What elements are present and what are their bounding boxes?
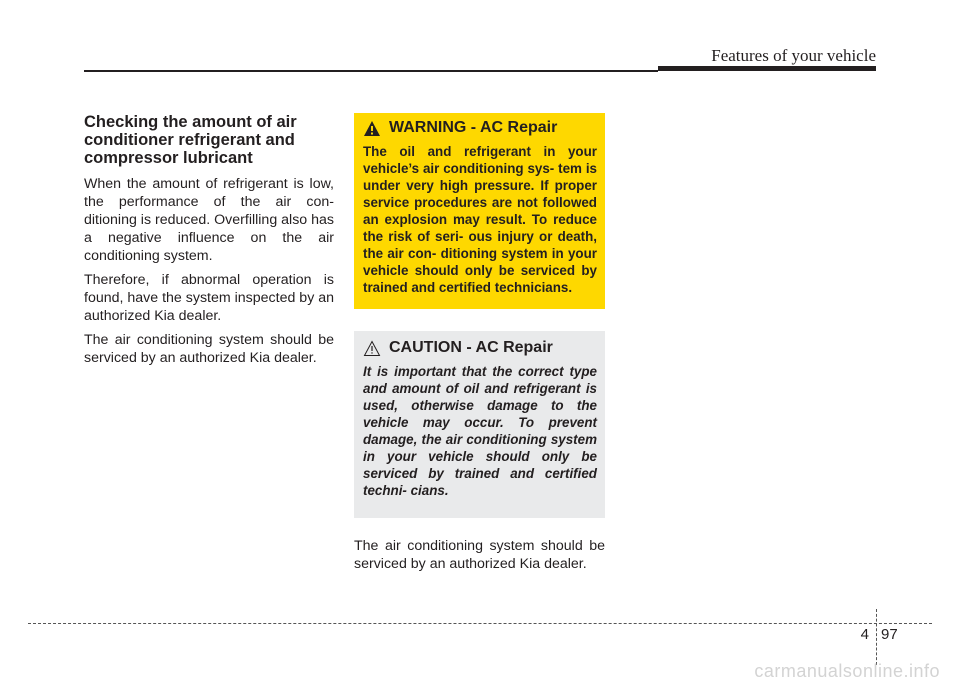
warning-title-row [363, 119, 597, 137]
header-rule-accent [658, 66, 876, 71]
warning-box [354, 113, 605, 309]
paragraph-abnormal-operation: Therefore, if abnormal operation is found, have the system inspected by an authorized Kia dealer. [84, 272, 335, 324]
watermark: carmanualsonline.info [754, 661, 940, 681]
caution-title: CAUTION - AC Repair [389, 339, 553, 356]
caution-triangle-icon [363, 340, 381, 357]
caution-text: It is important that the correct type and amount of oil and refrigerant is used, otherwise damage to the vehicle may occur. To prevent damage, the air conditioning system in your vehicle should only be serviced by trained and certified techni- cians. [363, 364, 597, 498]
running-header: Features of your vehicle [711, 46, 876, 65]
paragraph-service-dealer-2: The air conditioning system should be serviced by an authorized Kia dealer. [354, 538, 605, 572]
section-heading: Checking the amount of air conditioner refrigerant and compressor lubricant [84, 113, 297, 167]
paragraph-refrigerant-low: When the amount of refrigerant is low, the performance of the air con- ditioning is reduced. Overfilling also has a negative influence on the air conditioning system. [84, 176, 334, 264]
footer-rule [28, 623, 932, 624]
warning-triangle-icon [363, 120, 381, 137]
page-number-divider [876, 609, 877, 665]
warning-title: WARNING - AC Repair [389, 119, 558, 136]
header-rule [84, 70, 658, 72]
left-column [84, 113, 334, 373]
caution-box [354, 331, 605, 518]
paragraph-service-dealer: The air conditioning system should be serviced by an authorized Kia dealer. [84, 332, 334, 366]
page-number: 97 [881, 626, 898, 643]
warning-text: The oil and refrigerant in your vehicle’s air conditioning sys- tem is under very high pressure. If proper service procedures are not followed an explosion may result. To reduce the risk of seri- ous injury or death, the air con- ditioning system in your vehicle should only be serviced by trained and certified technicians. [363, 144, 597, 295]
chapter-number: 4 [860, 626, 869, 643]
caution-title-row [363, 339, 597, 357]
middle-column [354, 537, 605, 579]
